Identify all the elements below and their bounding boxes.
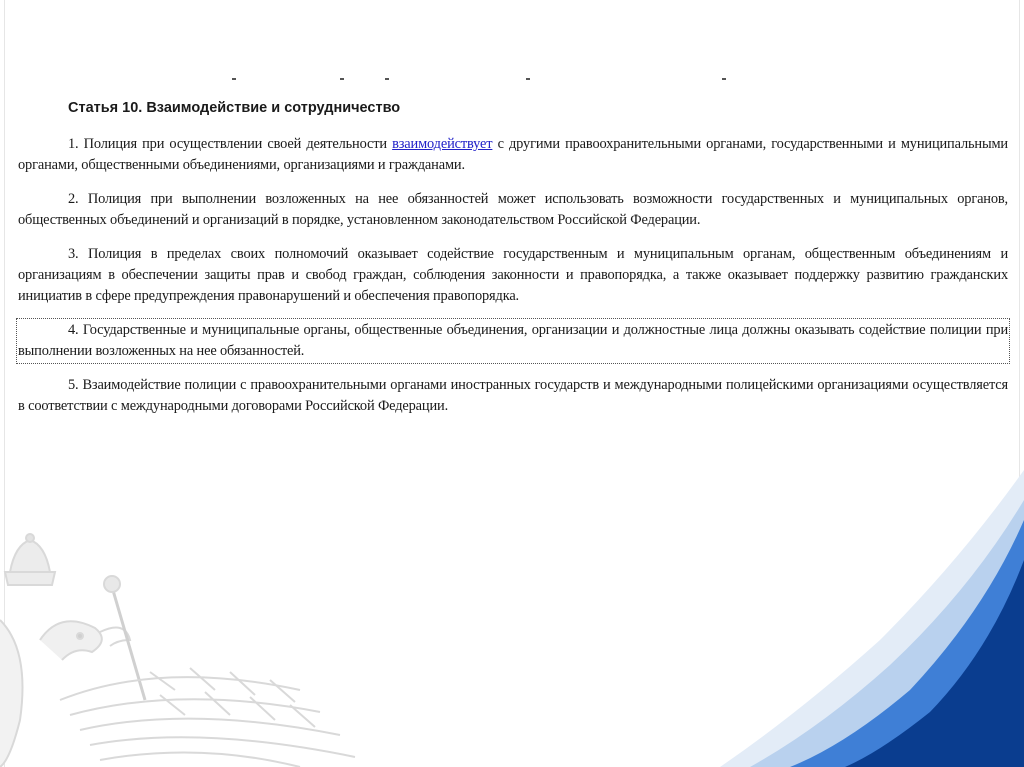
article-paragraph-3: 3. Полиция в пределах своих полномочий оказывает содействие государственным и муниципальным органам, общественным объединениям и организациям в обеспечении защиты прав и свобод граждан, соблюдения законности и правопорядка, а также оказывает поддержку развитию гражданских инициатив в сфере предупреждения правонарушений и обеспечения правопорядка. xyxy=(18,246,1008,304)
article-paragraph-1 xyxy=(18,134,1008,176)
interaction-link[interactable]: взаимодействует xyxy=(392,136,493,152)
document-body xyxy=(18,100,1008,430)
double-headed-eagle-emblem-icon xyxy=(0,534,355,767)
article-paragraph-2: 2. Полиция при выполнении возложенных на нее обязанностей может использовать возможности государственных и муниципальных органов, общественных объединений и организаций в порядке, установленном законодательством Российской Федерации. xyxy=(18,191,1008,228)
article-title: Статья 10. Взаимодействие и сотрудничество xyxy=(68,100,401,116)
blue-swoosh-corner-icon xyxy=(720,470,1024,767)
cropped-text-remnants xyxy=(0,72,1024,84)
slide-border-left xyxy=(4,0,5,767)
paragraph-1-text-start: 1. Полиция при осуществлении своей деятельности xyxy=(68,136,393,152)
slide-border-right xyxy=(1019,0,1020,767)
article-paragraph-4-selected: 4. Государственные и муниципальные органы, общественные объединения, организации и должностные лица должны оказывать содействие полиции при выполнении возложенных на нее обязанностей. xyxy=(18,320,1008,362)
article-paragraph-5: 5. Взаимодействие полиции с правоохранительными органами иностранных государств и международными полицейскими организациями осуществляется в соответствии с международными договорами Российской Федерации. xyxy=(18,377,1008,414)
paragraph-1-text-end: с другими правоохранительными органами, государственными и муниципальными органами, общественными объединениями, организациями и гражданами. xyxy=(18,136,1008,173)
